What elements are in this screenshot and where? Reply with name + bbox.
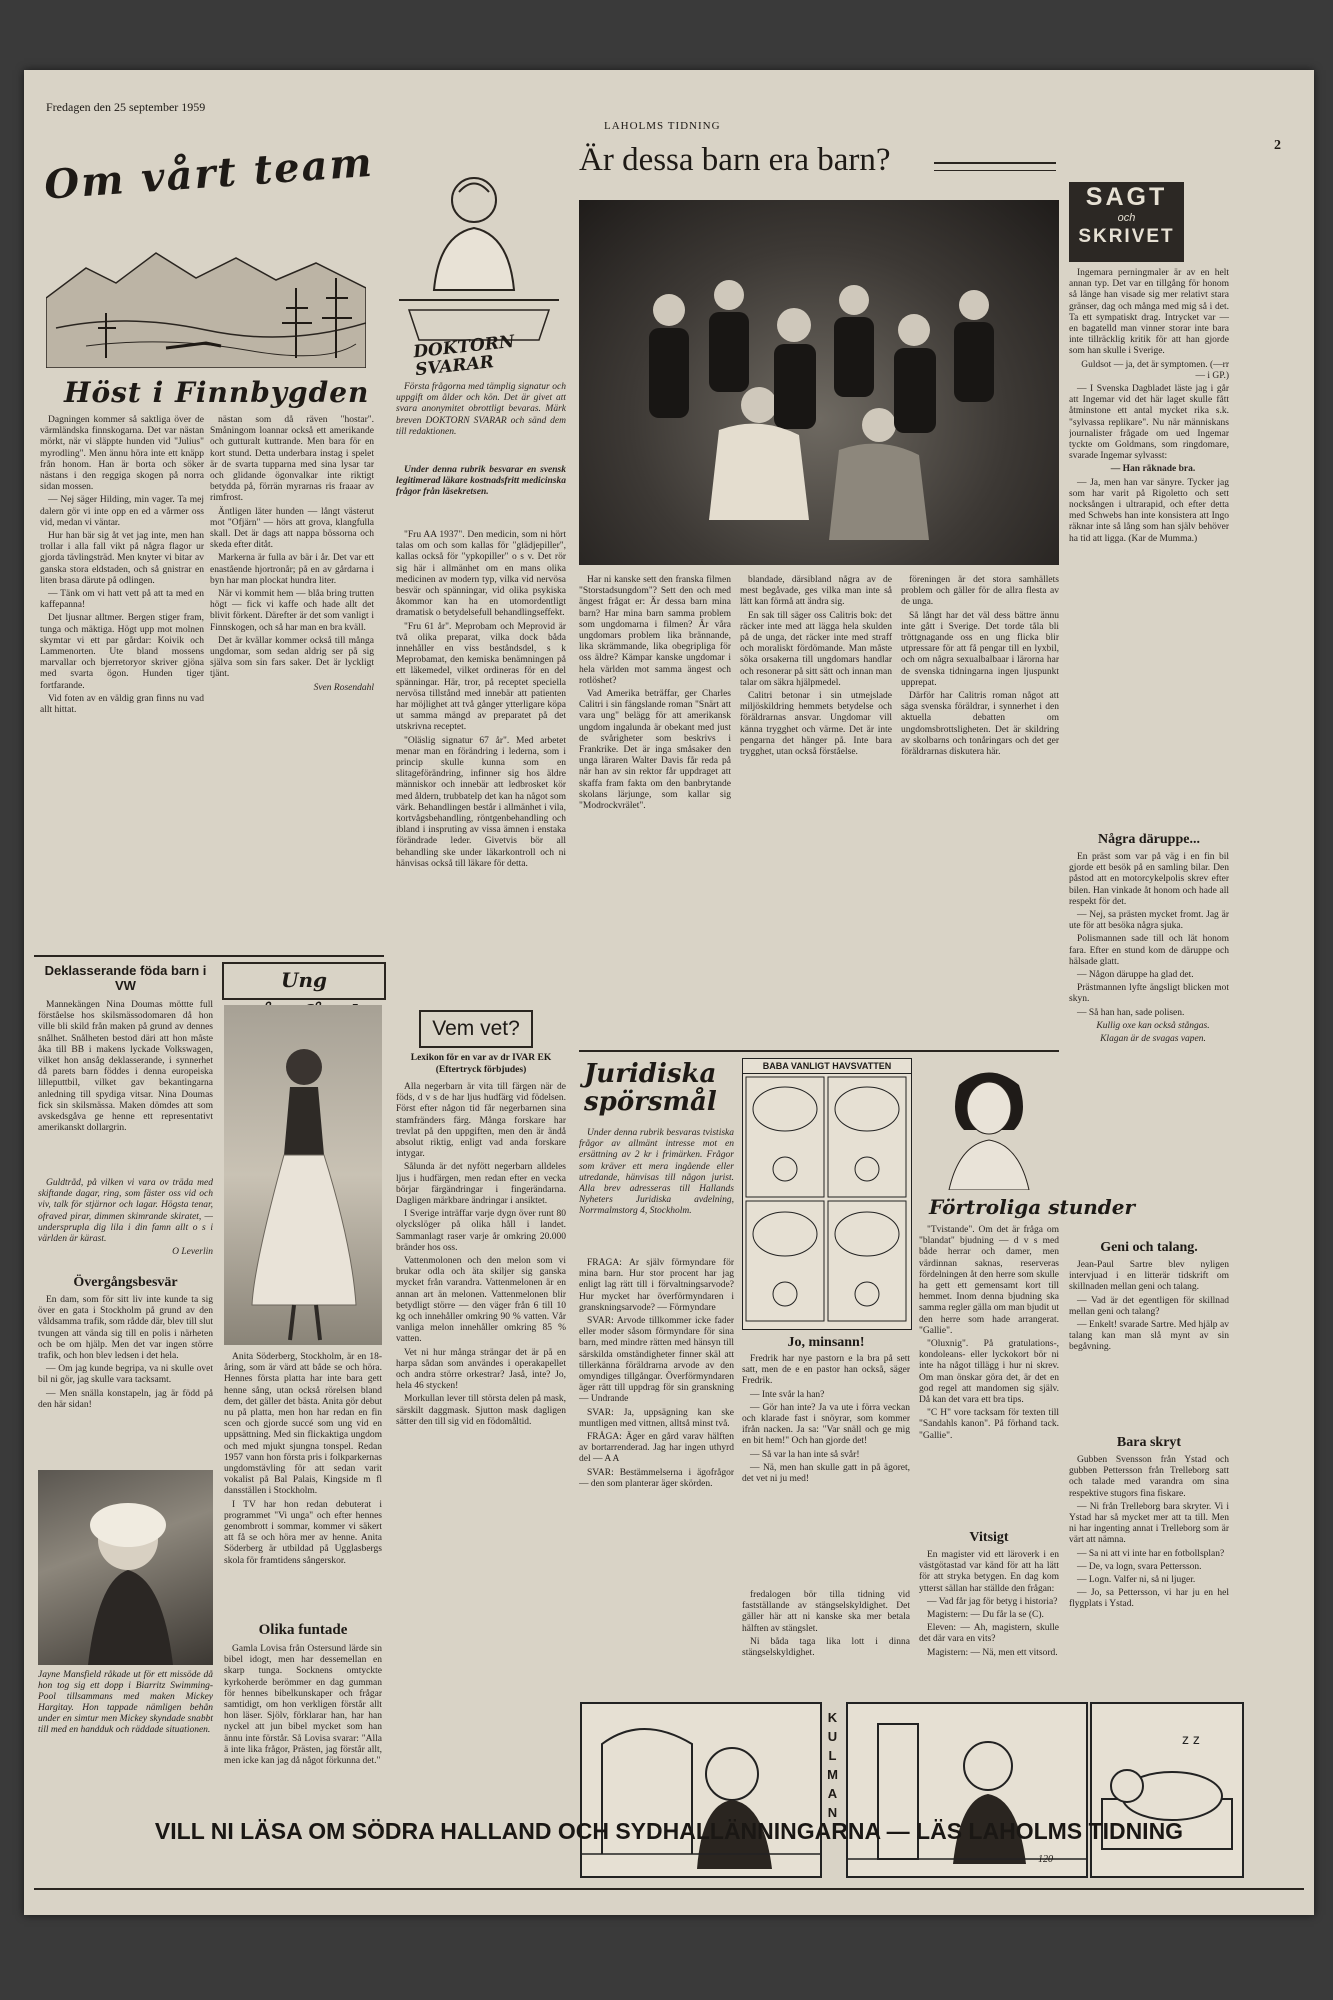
sagt-para: — Ja, men han var sänyre. Tycker jag som har varit på Rigoletto och sett nocksången i ultrarapid, och efter detta med Schwebs han inte konsistera att Ingo räknar inte så lång som han själv behöver ha tid att ligga. (Kar de Mumma.) [1069,477,1229,544]
baba-title: BABA VANLIGT HAVSVATTEN [743,1059,911,1074]
geni-para: — Vad är det egentligen för skillnad mellan geni och talang? [1069,1295,1229,1317]
olika-heading: Olika funtade [258,1622,348,1638]
jo-para: Fredrik har nye pastorn e la bra på sett satt, men de e en pastor han också, säger Fredrik. [742,1354,910,1387]
daruppe-para: — Nej, sa prästen mycket fromt. Jag är ute för att besöka några sjuka. [1069,910,1229,932]
vemvet-heading: Vem vet? [432,1017,520,1040]
page-number: 2 [1274,138,1281,153]
overgang-para: — Om jag kunde begripa, va ni skulle ovet bil ni gör, jag skulle vara tacksamt. [38,1364,213,1386]
kulman-text: KULMAN [825,1710,840,1824]
skryt-para: — De, va logn, svara Pettersson. [1077,1561,1202,1572]
barn-headline: Är dessa barn era barn? [579,142,891,178]
daruppe-body [1069,852,1229,1232]
sagt-para: Ingemara perningmaler är av en helt annan typ. Det var en tillgång för honom så länge han visade sig mer relativt stara gränser, dag och många med mig så i det. Ta ett sympatiskt drag. Intrycket var — en bagatelld man vinner storar inte bara inte tillräcklig kritik för att han gjorde som han skulle i Sverige. [1069,268,1229,357]
hoest-column-2 [210,415,374,945]
sagt-para: — Han räknade bra. [1110,464,1196,475]
daruppe-para: Polismannen sade till och lät honom fara. Efter en stund kom de däruppe och hälsade glatt. [1069,934,1229,967]
divider [579,1050,1059,1052]
poem [38,1178,213,1268]
sangfagel-para: Anita Söderberg, Stockholm, är en 18-åring, som är värd att både se och höra. Hennes första platta har inte bara gett henne sång, utan också rörelsen bland dem, det gäller det bästa. Anita gör debut nu på platta, men hon har redan en fin scen och gjorde succé som ung vid en uppsättning. Med sin flickaktiga ungdom och med mjukt sjungna tonspel. Redan 1957 vann hon första pris i folkparkernas ungdomstävling för att sedan varit vokalist på Bal Palais, Kingside m fl dansställen i Stockholm. [224,1352,382,1497]
fredag-para: fredalogen bör tilla tidning vid fastställande av stängselskyldighet. Det gäller här att ni kanske ska mer betala hälften av stängslet. [742,1590,910,1634]
deklasserande-body [38,1000,213,1170]
vemvet-para: Sålunda är det nyfött negerbarn alldeles ljus i hudfärgen, men redan efter en vecka börjar färgändringar i fingerändarna. Dagligen märkbare ändringar i ansiktet. [396,1162,566,1207]
hoest-para: — Tänk om vi hatt vett på att ta med en kaffepanna! [40,589,204,611]
overgang-para: — Men snälla konstapeln, jag är född på den här sidan! [38,1388,213,1410]
vitsigt-para: Magistern: — Du får la se (C). [927,1610,1044,1621]
juridiska-para: FRÅGA: Äger en gård varav hälften av bortarrenderad. Jag har ingen uthyrd del — A A [579,1432,734,1465]
woman-portrait-illustration [919,1060,1059,1190]
kulman-panel-2 [846,1702,1088,1878]
svg-text:z z: z z [1182,1731,1200,1747]
vemvet-para: Alla negerbarn är vita till färgen när de föds, d v s de har ljus hudfärg vid födelsen. Först efter någon tid får negerbarnen sina stamfränders färg. Många forskare har trevlat på den uppgiften, men den är ändå absolut riktig, enligt vad anda forskare intygar. [396,1082,566,1160]
juridiska-para: FRÅGA: Är själv förmyndare för mina barn. Hur stor procent har jag enligt lag rätt till i förvaltningsarvode? Hur mycket har överförmyndaren i granskningsarvode? — Förmyndare [579,1258,734,1313]
film-still-photo [579,200,1059,565]
barn-para: Så långt har det väl dess bättre ännu inte gått i Sverige. Det torde tåla bli tröttgnagande oss en ung flicka blir utpressare för att få pengar till en lyxbil, och om några sexualbalbaar i lärorna har de svenska tidningarna ingen ljuspunkt upprepat. [901,610,1059,688]
fredag-body [742,1590,910,1690]
sagt-och: och [1117,212,1136,224]
kulman-panel-1 [580,1702,822,1878]
skryt-para: — Jo, sa Pettersson, vi har ju en hel flygplats i Ystad. [1069,1588,1229,1610]
juridiska-body [579,1258,734,1688]
kulman-label [822,1710,842,1830]
hoest-para: Dagningen kommer så saktliga över de värmländska finnskogarna. Det var nästan mörkt, när vi släppte hunden vid "Julius" myrodling". Men ännu höra inte ett knäpp från honom. Han är borta och söker nästans i den reggiga skogen på norra sidan mossen. [40,415,204,493]
om-varteam-heading-box [36,136,381,216]
doktorn-intro [396,382,566,462]
skryt-heading: Bara skryt [1116,1435,1182,1450]
sangfagel-heading: Ung [281,968,327,992]
vitsigt-body [919,1550,1059,1690]
vemvet-para: I Sverige inträffar varje dygn över runt 80 olyckslöger på olika håll i landet. Sammanlagt raser varje år omkring 20.000 bränder hos oss. [396,1209,566,1253]
hoest-para: Markerna är fulla av bär i år. Det var ett enastående hjortronår; på en av gårdarna i byn har man plockat hundra liter. [210,553,374,586]
sagt-para: Guldsot — ja, det är symptomen. (—rr— i GP.) [1081,359,1229,381]
olika-para: Gamla Lovisa från Östersund lärde sin bibel idogt, men har dessemellan en skarp tunga. Socknens omtyckte kyrkoherde berömmer en dag gumman för hennes bibelkunskaper och frågar samtidigt, om hon verkligen förstår allt hon läser. Sjölv, förklarar han, har han nyckel att jun bibel mycket som han ännu inte förstår. Så Lovisa svarar: "Alla ä inte lika frågor, Prästen, jag förstår allt, men icke kan jag då något förkunna det." [224,1644,382,1767]
geni-para: Jean-Paul Sartre blev nyligen intervjuad i en litterär tidskrift om skillnaden mellan geni och talang. [1069,1260,1229,1293]
hoest-title: Höst i Finnbygden [64,376,370,409]
jo-heading: Jo, minsann! [787,1335,865,1350]
hoest-para: Äntligen läter hunden — långt västerut mot "Ofjärn" — hörs att grova, klangfulla skall. Det är dags att nappa bössorna och skeda efter ditåt. [210,506,374,551]
skrivet-title: SKRIVET [1078,226,1175,247]
monk-cartoon-icon [582,1704,820,1876]
headline-rule [934,170,1056,171]
daruppe-para: Klagan är de svagas vapen. [1100,1034,1206,1045]
geni-heading: Geni och talang. [1100,1240,1198,1255]
skryt-para: — Logn. Valfer ni, så ni ljuger. [1077,1575,1196,1586]
divider [34,1888,1304,1890]
juridiska-para: SVAR: Ja, uppsägning kan ske muntligen med vittnen, alltså minst två. [579,1407,734,1429]
sagt-para: — I Svenska Dagbladet läste jag i går att Ingemar vid det här laget skulle fått åtminstone ett antal mycket rika s.k. "sylvassa replikare". Nu när människans journalister frågade om ued Ingemar tyckte om Goldmans, som ringdomare, svarade Ingemar sylvasst: [1069,384,1229,462]
deklasserande-para: Mannekängen Nina Doumas möttte full förståelse hos skilsmässodomaren då hon ville bli skild från maken på grund av dennes snålhet. Snålheten bestod däri att hon måste åka till BB i makens lyckade Volkswagen, vilket hon ansåg deklasserande, i synnerhet då parets barn föddes i denna europeiska lilleputtbil, vilket gav bekantingarna anledning till spydiga vitsar. Nina Doumas fick sin skilsmässa. Maken dömdes att som avskedsgåva ge henne ett representativt amerikanskt dollargrin. [38,1000,213,1134]
daruppe-para: En präst som var på väg i en fin bil gjorde ett besök på en samling bilar. Den påstod att en motorcykelpolis skrev efter bilen. Han vinkade åt honom och hade all respekt för det. [1069,852,1229,907]
fortroliga-heading: Förtroliga stunder [929,1195,1136,1219]
doktorn-para: "Fru 61 år". Meprobam och Meprovid är två olika preparat, vilka dock båda innehåller en viss beståndsdel, s k Meprobamat, den kemiska benämningen på ett läkemedel, vilket ordineras för en del spänningar. Här, tror, på receptet speciella nervösa tillstånd med innebär att patienten har möjlighet att två gånger ytterligare köpa ut samma mängd av preparatet på det utskrivna receptet. [396,621,566,733]
barn-column-1 [579,575,731,1045]
baba-comic [742,1058,912,1330]
jo-para: — Så var la han inte så svår! [750,1449,860,1460]
issue-date: Fredagen den 25 september 1959 [46,100,206,114]
landscape-illustration [46,218,366,368]
barn-para: blandade, därsibland några av de mest begåvade, ges vilka man inte så lätt kan förmå att ändra sig. [740,575,892,608]
juridiska-heading: Juridiska spörsmål [584,1059,717,1117]
doktorn-para: "Oläslig signatur 67 år". Med arbetet menar man en förändring i lederna, som i princip skulle kunna som en slitageförändring, infinner sig hos äldre människor och innebär att ledbrosket kör med åldern, trubbatelp det kan ha något som värk. Behandlingen består i allmänhet i vila, kortvågsbehandling, röntgenbehandling och ibland i inspruting av vissa ämnen i enstaka förändrade leder. Givetvis bör all behandling ske under läkarkontroll och ni hänvisas också till läkare för detta. [396,735,566,869]
doktorn-intro-text: Första frågorna med tämplig signatur och uppgift om ålder och kön. Det är givet att svara anonymitet obrottligt bevaras. Märk breven DOKTORN SVARAR och sänd dem till redaktionen. [396,382,566,437]
geni-para: — Enkelt! svarade Sartre. Med hjälp av talang kan man slå mynt av sin begåvning. [1069,1320,1229,1353]
poem-text: Guldtråd, på vilken vi vara ov träda med skiftande dagar, ring, som fäster oss vid och viv, talk för stjärnor och lagar. Högsta tenar, ofraved pirar, dimmen skimrande skiratet, — undersprupla dig lila i din famn allt o s i världen är kärast. [38,1178,213,1245]
jo-para: — Nä, men han skulle gatt in på ägoret, det vet ni ju med! [742,1462,910,1485]
youth-group-illustration [579,200,1059,565]
hoest-para: När vi kommit hem — blåa bring trutten högt — fick vi kaffe och hade allt det blivit förkent. Därefter är det som vanligt i Finnskogen, och så har man en bra kväll. [210,589,374,633]
juridiska-para: SVAR: Bestämmelserna i ägofrågor — den som planterar äger skörden. [579,1467,734,1489]
singer-silhouette-icon [224,1005,382,1345]
skryt-para: — Sa ni att vi inte har en fotbollsplan? [1077,1548,1225,1559]
jo-body [742,1354,910,1584]
barn-para: Har ni kanske sett den franska filmen "Storstadsungdom"? Sett den och med ängest frågat er: Är dessa barn mina barn? Har mina barn samma problem som ungdomarna i filmen? Är våra ungdomars problem lika brännande, lika skrämmande, lika obegripliga för oss äldre? Kämpar kanske ungdomar i hela världen mot samma ängest och rotlöshet? [579,575,731,686]
daruppe-heading: Några däruppe... [1098,832,1200,847]
vemvet-sub: Lexikon för en var av dr IVAR EK (Eftertryck förbjudes) [410,1053,552,1075]
vemvet-para: Vet ni hur många strängar det är på en harpa sådan som användes i operakapellet och andra större orkestrar? Jaså, inte? Jo, hela 46 stycken! [396,1347,566,1392]
panel-number: 120 [1038,1854,1053,1865]
barn-para: föreningen är det stora samhällets problem och gäller för de allra flesta av de unga. [901,575,1059,608]
comic-panels-icon [743,1074,909,1326]
deklasserande-heading: Deklasserande föda barn i VW [44,963,207,993]
hoest-para: Vid foten av en väldig gran finns nu vad allt hittat. [40,693,204,716]
paper-name: LAHOLMS TIDNING [604,120,721,132]
fortroliga-para: "Tvistande". Om det är fråga om "blandat" bjudning — d v s med både herrar och damer, men värdinnan saknas, reserveras fördelningen åt den herre som skulle ha gett ett gemensamt kort till hemmet. Inom denna bjudning ska samma regler gälla om man bjudit ut den herre som hade arrangerat. "Gallie". [919,1225,1059,1336]
fredag-para: Ni båda taga lika lott i dinna stängselskyldighet. [742,1636,910,1659]
sagt-heading-box [1069,182,1184,262]
sangfagel-body [224,1352,382,1617]
hoest-author: Sven Rosendahl [313,682,374,693]
sangfagel-heading-box [222,962,386,1000]
skryt-para: Gubben Svensson från Ystad och gubben Pettersson från Trelleborg satt och talade med varandra om sina respektive stugors fina fiskare. [1069,1455,1229,1499]
newspaper-page [24,70,1314,1915]
sagt-body [1069,268,1229,823]
pillar-cartoon-icon [848,1704,1086,1876]
overgang-heading: Övergångsbesvär [73,1275,178,1290]
vemvet-para: Morkullan lever till största delen på mask, särskilt daggmask. Sjutton mask dagligen sätter den till sig vid en födomåltid. [396,1394,566,1427]
fortroliga-para: "Oluxnig". På gratulations-, kondoleans- eller lyckokort bör ni inte ha något tillägg i hur ni skrev. Om man önskar göra det, är det en god regel att mandomen sig själv. Då kan det vara ett bra tips. [919,1339,1059,1406]
skryt-para: — Ni från Trelleborg bara skryter. Vi i Ystad har så mycket mer att ta till. Men ni har ingenting annat i Trelleborg som är värt att nämna. [1069,1501,1229,1546]
geni-body [1069,1260,1229,1430]
olika-body [224,1644,382,1794]
hoest-column-1 [40,415,204,945]
bottom-banner: VILL NI LÄSA OM SÖDRA HALLAND OCH SYDHALLÄNNINGARNA — LÄS LAHOLMS TIDNING [154,1818,1184,1844]
doktorn-intro2 [396,465,566,525]
vitsigt-para: Magistern: — Nä, men ett vitsord. [927,1647,1058,1658]
vitsigt-para: En magister vid ett läroverk i en västgötastad var känd för att ha lätt för att stryka betygen. En dag kom ytterst sällan har ställde den frågan: [919,1550,1059,1594]
hoest-para: Hur han bär sig åt vet jag inte, men han trollar i alla fall vikt på några flagor ur gjorda tävlingsträd. Men knyter vi bitar av ganska stora eldstaden, och så gnistrar en liten brasa därute på odlingen. [40,531,204,586]
overgang-body [38,1295,213,1465]
vemvet-body [396,1082,566,1802]
hoest-para: — Nej säger Hilding, min vager. Ta mej dalern gör vi inte opp en ed a vårmer oss vid, medan vi väntar. [40,495,204,528]
skryt-body [1069,1455,1229,1690]
barn-para: Därför har Calitris roman något att säga svenska föräldrar, i synnerhet i den aktuella debatten om ungdomsbrottsligheten. Det är skildring av skolbarns och tonåringars och det ger föräldrarnas diskutera här. [901,691,1059,758]
doktorn-body [396,530,566,1000]
hoest-para: nästan som då räven "hostar". Småningom loannar också ett amerikande och gutturalt kuttrande. Men bara för en kort stund. Detta underbara instag i spelet är de svarta tupparna med sina lysar tar och glidande ögonvalkar inte riktigt betydda på, förrän myrarnas ris fraaar av rimfrost. [210,415,374,504]
mansfield-photo [38,1470,213,1665]
anita-photo [224,1005,382,1345]
sangfagel-para: I TV har hon redan debuterat i programmet "Vi unga" och efter hennes genombrott i sommar, kommer vi säkert att få se och höra mer av henne. Anita Söderberg är utbildad på Ugglasbergs skola för framtidens sångerskor. [224,1499,382,1566]
mansfield-caption: Jayne Mansfield råkade ut för ett missöde då hon tog sig ett dopp i Biarritz Swimming-Pool tillsammans med maken Mickey Hargitay. Hon tappade nämligen behån under en simtur men Mickey skyndade snabbt till med en handduk och räddade situationen. [38,1670,213,1735]
juridiska-para: SVAR: Arvode tillkommer icke fader eller moder såsom förmyndare för sina barn, med mindre rätten med hänsyn till särskilda omständigheter finner skäl att tillerkänna föräldrarna arvode av den omyndiges tillgångar. Överförmyndaren äger rätt till uppdrag för sin granskning — Undrande [579,1316,734,1405]
woman-silhouette-icon [38,1470,213,1665]
fortroliga-body [919,1225,1059,1525]
kulman-panel-3 [1090,1702,1244,1878]
barn-column-2 [740,575,892,1045]
barn-column-3 [901,575,1059,1045]
fortroliga-para: "C H" vore tacksam för texten till "Sandahls kanon". På förhand tack. "Gallie". [919,1408,1059,1441]
juridiska-intro [579,1128,734,1253]
doktorn-title: DOKTORN SVARAR [412,331,516,381]
barn-para: Vad Amerika beträffar, ger Charles Calitri i sin fängslande roman "Snärt att vara ung" belägg för att amerikansk ungdom ingalunda är obekant med just de svårigheter som beskrivs i Frankrike. Det är inga småsaker den unga läraren Walter Davis får reda på när han av sin rektor får uppdraget att skaffa fram fakta om den banbrytande skolans lärjunge, som kallar sig "Modrockvrälet". [579,689,731,812]
sagt-title: SAGT [1085,183,1168,211]
vemvet-heading-box [419,1010,533,1048]
vitsigt-heading: Vitsigt [969,1530,1009,1545]
divider [34,955,384,957]
barn-para: En sak till säger oss Calitris bok: det räcker inte med att lägga hela skulden på de unga, det räcker inte med straff och moraliskt fördömande. Man måste söka orsakerna till ungdomars handlar och resonerar på sitt sätt och innan man talar om säkra hjälpmedel. [740,610,892,688]
hoest-para: Det är kvällar kommer också till många ungdomar, som sedan aldrig ser på sig själva som sin fars saker. Det är lyckligt tjänt. [210,635,374,680]
daruppe-para: — Så han han, sade polisen. [1077,1007,1185,1018]
doktorn-intro2-text: Under denna rubrik besvarar en svensk legitimerad läkare kostnadsfritt medicinska frågor från läsekretsen. [396,465,566,498]
jo-para: — Inte svår la han? [750,1389,825,1400]
doktorn-para: "Fru AA 1937". Den medicin, som ni hört talas om och som kallas för "glädjepiller", kallas också för "ypkopiller" o s v. Det rör sig här i allmänhet om en mans olika medicinen av modern typ, vilka vid nervösa besvär och spänningar, vid olika psykiska åkommor kan ha en utomordentligt dramatisk o betydelsefull behandlingseffekt. [396,530,566,619]
daruppe-para: Kullig oxe kan också stångas. [1096,1020,1210,1031]
vitsigt-para: Eleven: — Ah, magistern, skulle det där vara en vits? [919,1623,1059,1645]
daruppe-para: — Någon däruppe ha glad det. [1077,970,1194,981]
overgang-para: En dam, som för sitt liv inte kunde ta sig över en gata i Stockholm på grund av den våldsamma trafik, som rådde där, blev till slut tvungen att vända sig till en polis i närheten och be om hjälp. Men det var ingen större trafik, och hon blev ledsen i det hela. [38,1295,213,1362]
daruppe-para: Prästmannen lyfte ängsligt blicken mot skyn. [1069,983,1229,1005]
juridiska-intro-text: Under denna rubrik besvaras tvistiska frågor av allmänt intresse mot en ersättning av 2 kr i frimärken. Frågor som kräver ett mera ingående eller utredande, hänvisas till någon jurist. Alla brev adresseras till Hallands Nyheters Juridiska avdelning, Norrmalmstorg 4, Stockholm. [579,1128,734,1217]
vitsigt-para: — Vad får jag för betyg i historia? [927,1596,1058,1607]
hoest-para: Det ljusnar alltmer. Bergen stiger fram, tunga och mäktiga. Högt upp mot molnen skymtar vi ett par gårdar: Koivik och Lammenorten. Ute bland mossens marvallar och bjerretoryor skriver gjöna med svarta ögon. Hunden tiger fortfarande. [40,613,204,691]
poem-author: O Leverlin [172,1247,213,1258]
barn-para: Calitri betonar i sin utmejslade miljöskildring hemmets betydelse och föräldrarnas ansvar. Ungdomar vill känna trygghet och värme. Det är inte pengarna det hänger på. Inte bara trygghet, utan också förståelse. [740,691,892,758]
jo-para: — Gör han inte? Ja va ute i förra veckan och klarade fast i snöyrar, som kommer ifrån nacken. Ja sa: "Var snäll och ge mig en bit hem!" Och han gjorde det! [742,1402,910,1447]
vemvet-para: Vattenmolonen och den melon som vi brukar odla och äta skiljer sig ganska mycket från varandra. Vattenmelonen är en annan art än melonen. Vattenmelonen blir betydligt större — den väger från 6 till 10 kg och innehåller omkring 90 % vatten. Vår vanliga melon innehåller omkring 85 % vatten. [396,1256,566,1345]
headline-rule [934,162,1056,164]
sleeping-cartoon-icon [1092,1704,1242,1876]
om-varteam-heading: Om vårt team [42,138,376,209]
